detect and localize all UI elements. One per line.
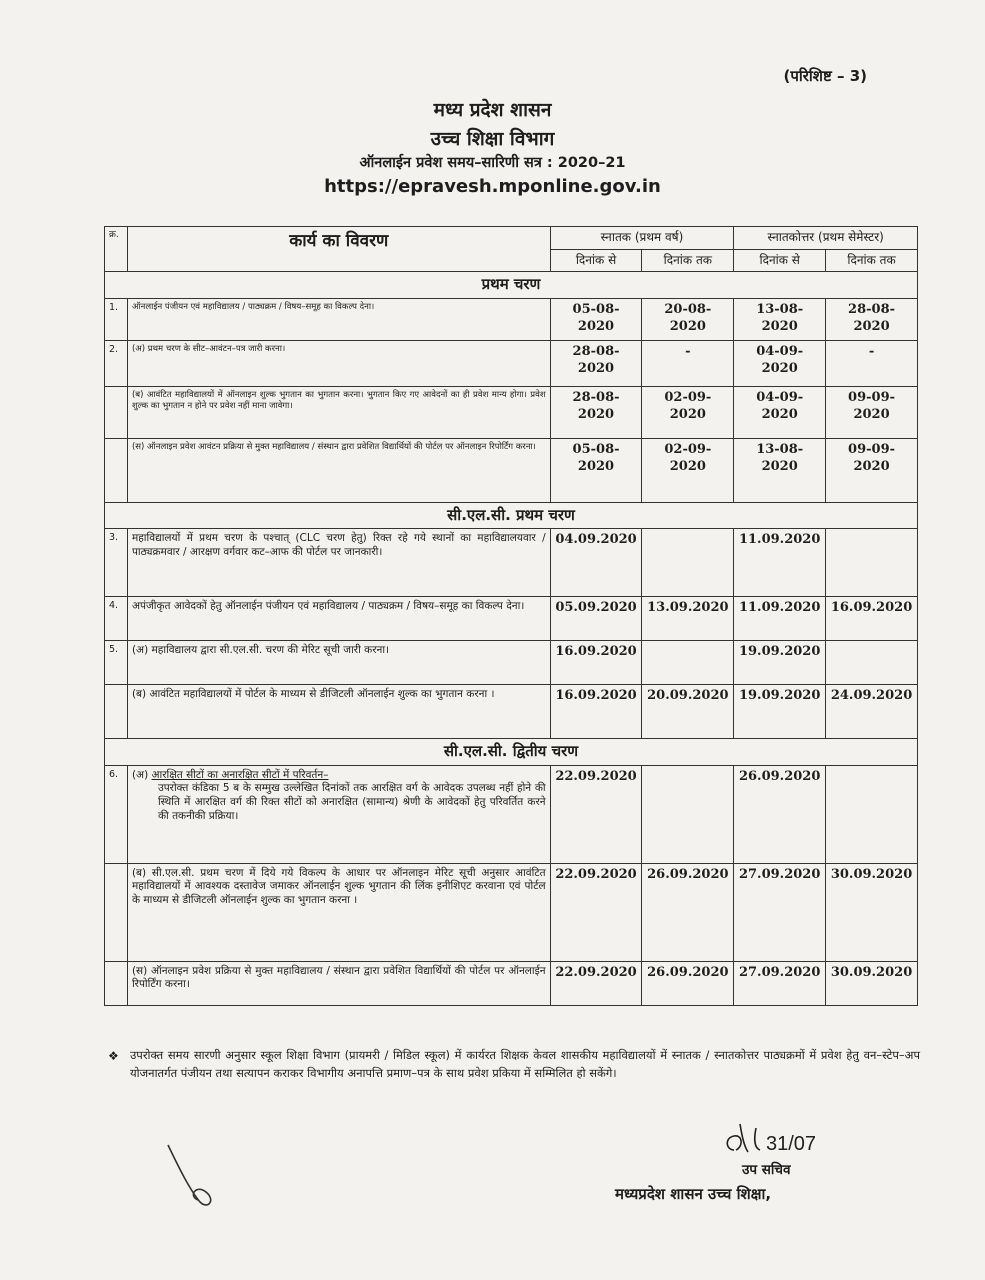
pg-from-date: 11.09.2020 [734, 597, 826, 641]
pg-from-header: दिनांक से [734, 249, 826, 272]
row-serial: 6. [105, 765, 128, 863]
row-description: (अ) प्रथम चरण के सीट–आवंटन–पत्र जारी करना। [127, 340, 550, 386]
pg-to-date: 30.09.2020 [826, 863, 918, 961]
ug-from-date: 16.09.2020 [550, 641, 642, 685]
table-row [105, 386, 918, 438]
diamond-bullet-icon: ❖ [108, 1049, 119, 1063]
row-description: (स) ऑनलाइन प्रवेश आवंटन प्रक्रिया से मुक्त महाविद्यालय / संस्थान द्वारा प्रवेशित विद्यार्थियों की पोर्टल पर ऑनलाइन रिपोर्टिंग करना। [127, 438, 550, 502]
row-description-body: उपरोक्त कंडिका 5 ब के सम्मुख उल्लेखित दिनांकों तक आरक्षित वर्ग के आवेदक उपलब्ध नहीं होने की स्थिति में आरक्षित वर्ग की रिक्त सीटों को अनारक्षित (सामान्य) श्रेणी के आवेदकों हेतु परिवर्तित करने की तकनीकी प्रक्रिया। [157, 782, 546, 822]
pg-to-date [826, 641, 918, 685]
pg-to-header: दिनांक तक [826, 249, 918, 272]
phase2-heading: सी.एल.सी. प्रथम चरण [105, 502, 918, 529]
phase1-heading: प्रथम चरण [105, 272, 918, 299]
ug-from-date: 28-08-2020 [550, 386, 642, 438]
department-title: उच्च शिक्षा विभाग [430, 128, 555, 150]
pg-to-date: 28-08-2020 [826, 298, 918, 340]
ug-from-date: 22.09.2020 [550, 961, 642, 1005]
row-serial [105, 863, 128, 961]
pg-to-date [826, 529, 918, 597]
row-description: महाविद्यालयों में प्रथम चरण के पश्चात् (CLC चरण हेतु) रिक्त रहे गये स्थानों का महाविद्यालयवार / पाठ्यक्रमवार / आरक्षण वर्गवार कट–आफ की पोर्टल पर जानकारी। [127, 529, 550, 597]
col-description-header: कार्य का विवरण [127, 227, 550, 272]
table-row [105, 529, 918, 597]
pg-to-date: 24.09.2020 [826, 685, 918, 739]
row-description: (ब) आवंटित महाविद्यालयों में ऑनलाइन शुल्क भुगतान का भुगतान करना। भुगतान किए गए आवेदनों का ही प्रवेश मान्य होगा। प्रवेश शुल्क का भुगतान न होने पर प्रवेश नहीं माना जावेगा। [127, 386, 550, 438]
ug-to-date [642, 641, 734, 685]
row-serial: 3. [105, 529, 128, 597]
ug-from-date: 04.09.2020 [550, 529, 642, 597]
table-row [105, 438, 918, 502]
ug-from-date: 28-08-2020 [550, 340, 642, 386]
portal-url[interactable]: https://epravesh.mponline.gov.in [324, 176, 661, 197]
signatory-office: मध्यप्रदेश शासन उच्च शिक्षा, [615, 1185, 772, 1203]
col-ug-header: स्नातक (प्रथम वर्ष) [550, 227, 734, 250]
table-row [105, 863, 918, 961]
row-description: (ब) आवंटित महाविद्यालयों में पोर्टल के माध्यम से डीजिटली ऑनलाईन शुल्क का भुगतान करना । [127, 685, 550, 739]
row-serial: 2. [105, 340, 128, 386]
pg-to-date [826, 765, 918, 863]
pg-from-date: 19.09.2020 [734, 641, 826, 685]
col-serial-header: क्र. [105, 227, 128, 272]
ug-to-date: 13.09.2020 [642, 597, 734, 641]
ug-from-date: 05.09.2020 [550, 597, 642, 641]
row-description: अपंजीकृत आवेदकों हेतु ऑनलाईन पंजीयन एवं महाविद्यालय / पाठ्यक्रम / विषय–समूह का विकल्प देना। [127, 597, 550, 641]
row-description-title: आरक्षित सीटों का अनारक्षित सीटों में परिवर्तन– [151, 768, 329, 781]
row-serial [105, 961, 128, 1005]
ug-to-date: 26.09.2020 [642, 961, 734, 1005]
ug-to-date: 20.09.2020 [642, 685, 734, 739]
row-description: ऑनलाईन पंजीयन एवं महाविद्यालय / पाठ्यक्रम / विषय–समूह का विकल्प देना। [127, 298, 550, 340]
signature-icon [700, 1120, 920, 1160]
pg-from-date: 19.09.2020 [734, 685, 826, 739]
schedule-table [104, 226, 918, 1006]
ug-to-header: दिनांक तक [642, 249, 734, 272]
row-description: (स) ऑनलाइन प्रवेश प्रक्रिया से मुक्त महाविद्यालय / संस्थान द्वारा प्रवेशित विद्यार्थियों की पोर्टल पर ऑनलाईन रिपोर्टिंग करना। [127, 961, 550, 1005]
pg-from-date: 04-09-2020 [734, 340, 826, 386]
pg-from-date: 13-08-2020 [734, 438, 826, 502]
row-serial [105, 685, 128, 739]
phase-row [105, 272, 918, 299]
footnote [108, 1047, 921, 1083]
row-description: (अ) आरक्षित सीटों का अनारक्षित सीटों में परिवर्तन– उपरोक्त कंडिका 5 ब के सम्मुख उल्लेखित दिनांकों तक आरक्षित वर्ग के आवेदक उपलब्ध नहीं होने की स्थिति में आरक्षित वर्ग की रिक्त सीटों को अनारक्षित (सामान्य) श्रेणी के आवेदकों हेतु परिवर्तित करने की तकनीकी प्रक्रिया। [127, 765, 550, 863]
ug-to-date: 02-09-2020 [642, 438, 734, 502]
table-row [105, 765, 918, 863]
appendix-label: (परिशिष्ट – 3) [783, 67, 867, 85]
signature-date: 31/07 [766, 1133, 817, 1155]
ug-to-date: 26.09.2020 [642, 863, 734, 961]
pg-from-date: 04-09-2020 [734, 386, 826, 438]
row-serial [105, 438, 128, 502]
ug-from-date: 05-08-2020 [550, 438, 642, 502]
table-row [105, 961, 918, 1005]
ug-to-date [642, 529, 734, 597]
row-description: (ब) सी.एल.सी. प्रथम चरण में दिये गये विकल्प के आधार पर ऑनलाइन मेरिट सूची अनुसार आवंटित महाविद्यालयों में आवश्यक दस्तावेज जमाकर ऑनलाईन शुल्क भुगतान की लिंक इनीशिएट करवाना एवं पोर्टल के माध्यम से डीजिटली ऑनलाईन शुल्क का भुगतान करना । [127, 863, 550, 961]
footnote-text: उपरोक्त समय सारणी अनुसार स्कूल शिक्षा विभाग (प्रायमरी / मिडिल स्कूल) में कार्यरत शिक्षक केवल शासकीय महाविद्यालयों में स्नातक / स्नातकोत्तर पाठ्यक्रमों में प्रवेश हेतु वन–स्टेप–अप योजनातर्गत पंजीयन तथा सत्यापन कराकर विभागीय अनापत्ति प्रमाण–पत्र के साथ प्रवेश प्रकिया में सम्मिलित हो सकेंगे। [130, 1048, 921, 1080]
ug-from-date: 16.09.2020 [550, 685, 642, 739]
govt-title: मध्य प्रदेश शासन [433, 99, 552, 121]
ug-from-date: 05-08-2020 [550, 298, 642, 340]
table-row [105, 641, 918, 685]
table-row [105, 685, 918, 739]
row-serial [105, 386, 128, 438]
table-row [105, 298, 918, 340]
pg-from-date: 11.09.2020 [734, 529, 826, 597]
pg-from-date: 27.09.2020 [734, 961, 826, 1005]
ug-to-date: 20-08-2020 [642, 298, 734, 340]
row-serial: 1. [105, 298, 128, 340]
row-description: (अ) महाविद्यालय द्वारा सी.एल.सी. चरण की मेरिट सूची जारी करना। [127, 641, 550, 685]
pg-from-date: 13-08-2020 [734, 298, 826, 340]
schedule-title: ऑनलाईन प्रवेश समय–सारिणी सत्र : 2020–21 [359, 155, 626, 171]
pg-from-date: 26.09.2020 [734, 765, 826, 863]
pg-to-date: 09-09-2020 [826, 438, 918, 502]
phase3-heading: सी.एल.सी. द्वितीय चरण [105, 739, 918, 766]
pg-to-date: 16.09.2020 [826, 597, 918, 641]
pg-from-date: 27.09.2020 [734, 863, 826, 961]
ug-to-date [642, 765, 734, 863]
phase-row [105, 502, 918, 529]
table-header-row [105, 227, 918, 250]
ug-from-date: 22.09.2020 [550, 863, 642, 961]
signature-scribble-icon [160, 1140, 230, 1210]
phase-row [105, 739, 918, 766]
pg-to-date: 30.09.2020 [826, 961, 918, 1005]
col-pg-header: स्नातकोत्तर (प्रथम सेमेस्टर) [734, 227, 918, 250]
ug-from-date: 22.09.2020 [550, 765, 642, 863]
pg-to-date: 09-09-2020 [826, 386, 918, 438]
row-serial: 5. [105, 641, 128, 685]
table-row [105, 597, 918, 641]
pg-to-date: - [826, 340, 918, 386]
ug-to-date: - [642, 340, 734, 386]
ug-to-date: 02-09-2020 [642, 386, 734, 438]
signatory-designation: उप सचिव [742, 1162, 791, 1178]
ug-from-header: दिनांक से [550, 249, 642, 272]
row-serial: 4. [105, 597, 128, 641]
table-row [105, 340, 918, 386]
